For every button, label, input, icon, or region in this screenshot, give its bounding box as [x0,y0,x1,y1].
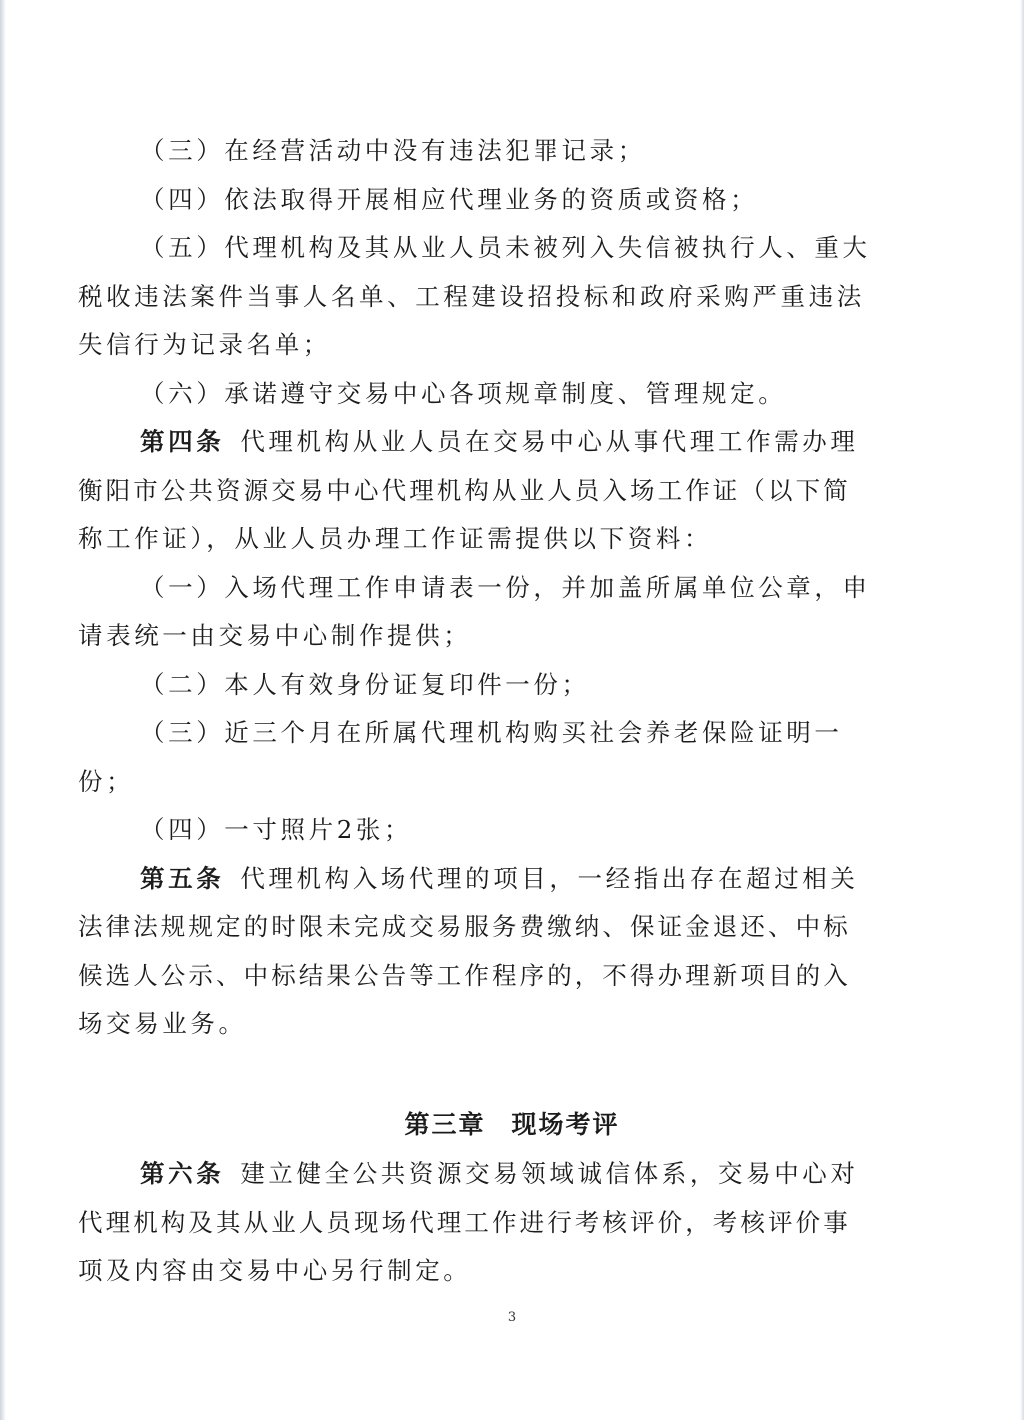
article-6-line-3: 项及内容由交易中心另行制定。 [78,1256,472,1285]
chapter-heading [0,1105,1024,1145]
clause-3: （三）在经营活动中没有违法犯罪记录； [140,136,646,165]
page-number: 3 [507,1310,517,1325]
article-4-item-3-line-2: 份； [78,766,135,796]
article-4-line-2: 衡阳市公共资源交易中心代理机构从业人员入场工作证（以下简 [78,475,851,505]
clause-5-line-2: 税收违法案件当事人名单、工程建设招投标和政府采购严重违法 [78,281,865,311]
article-4-item-3-line-1: （三）近三个月在所属代理机构购买社会养老保险证明一 [140,718,843,747]
article-4-item-1-line-1: （一）入场代理工作申请表一份，并加盖所属单位公章，申 [140,572,871,602]
clause-5-line-1: （五）代理机构及其从业人员未被列入失信被执行人、重大 [140,233,871,262]
article-4-item-2: （二）本人有效身份证复印件一份； [140,669,590,699]
article-5-label: 第五条 [140,863,225,893]
article-5-line-4: 场交易业务。 [78,1009,247,1038]
article-4-label: 第四条 [140,427,225,456]
clause-4: （四）依法取得开展相应代理业务的资质或资格； [140,184,759,214]
document-body [78,127,871,1049]
scan-edge-right [1020,0,1024,1420]
chapter-title: 现场考评 [511,1110,620,1139]
article-5-line-1: 第五条 代理机构入场代理的项目，一经指出存在超过相关 [140,863,859,893]
article-4-line-3: 称工作证），从业人员办理工作证需提供以下资料： [78,524,713,553]
article-5-line-2: 法律法规规定的时限未完成交易服务费缴纳、保证金退还、中标 [78,912,851,941]
clause-6: （六）承诺遵守交易中心各项规章制度、管理规定。 [140,378,787,408]
scan-edge-left [0,0,6,1420]
article-4-item-1-line-2: 请表统一由交易中心制作提供； [78,621,472,650]
article-6-line-2: 代理机构及其从业人员现场代理工作进行考核评价，考核评价事 [78,1207,851,1237]
article-5-line-3: 候选人公示、中标结果公告等工作程序的，不得办理新项目的入 [78,960,851,990]
article-6-line-1: 第六条 建立健全公共资源交易领域诚信体系，交易中心对 [140,1159,859,1188]
article-4-item-4: （四）一寸照片2张； [140,815,413,844]
chapter-number: 第三章 [404,1110,486,1139]
clause-5-line-3: 失信行为记录名单； [78,330,331,359]
article-6-label: 第六条 [140,1159,225,1188]
document-body-continued [78,1150,859,1296]
article-4-line-1: 第四条 代理机构从业人员在交易中心从事代理工作需办理 [140,427,859,456]
